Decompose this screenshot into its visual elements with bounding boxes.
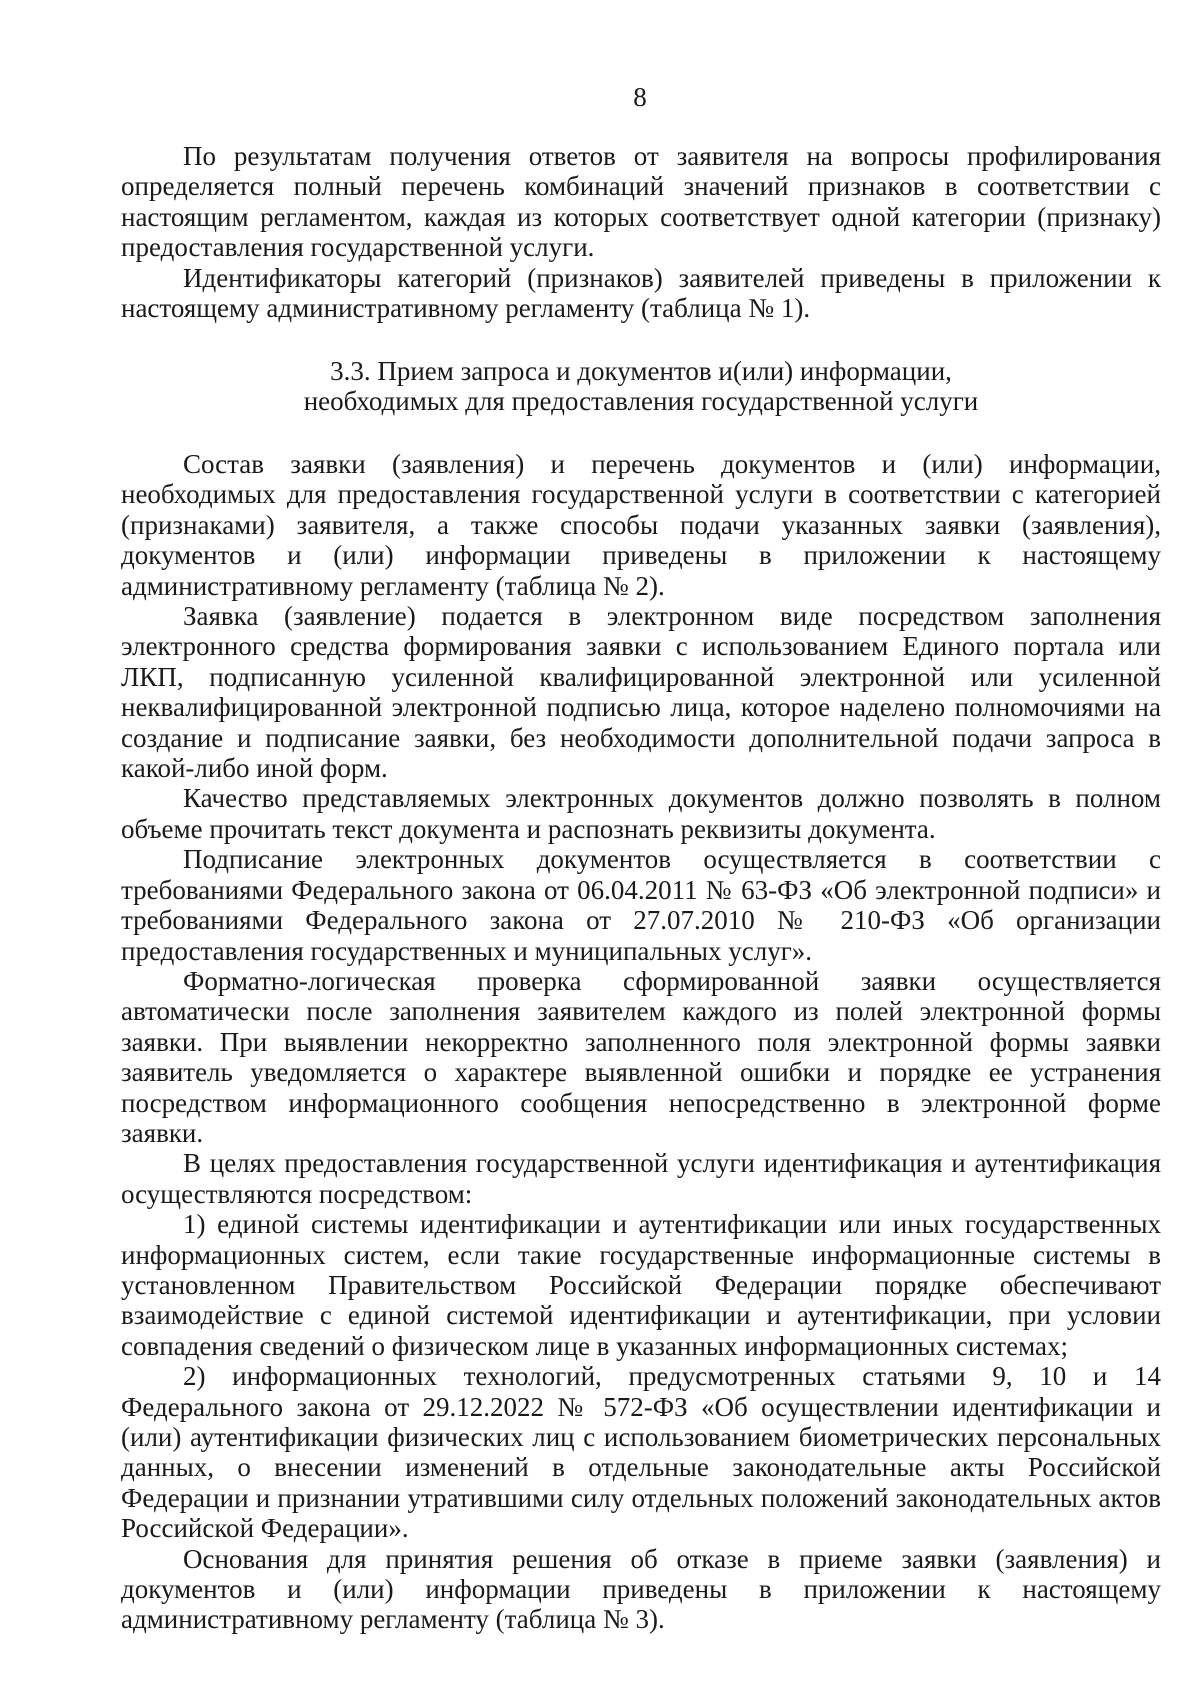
paragraph-electronic-submission: Заявка (заявление) подается в электронном виде посредством заполнения электронного средства формирования заявки с использованием Единого портала или ЛКП, подписанную усиленной квалифицированной электронной или усиленной неквалифицированной электронной подписью лица, которое наделено полномочиями на создание и подписание заявки, без необходимости дополнительной подачи запроса в какой-либо иной форм. bbox=[121, 601, 1161, 784]
paragraph-category-identifiers: Идентификаторы категорий (признаков) заявителей приведены в приложении к настоящему административному регламенту (таблица № 1). bbox=[121, 262, 1161, 324]
list-item-unified-system: 1) единой системы идентификации и аутентификации или иных государственных информационных систем, если такие государственные информационные системы в установленном Правительством Российской Федерации порядке обеспечивают взаимодействие с единой системой идентификации и аутентификации, при условии совпадения сведений о физическом лице в указанных информационных системах; bbox=[121, 1209, 1161, 1361]
section-heading bbox=[121, 356, 1161, 417]
main-text-block bbox=[121, 449, 1161, 1635]
paragraph-document-quality: Качество представляемых электронных документов должно позволять в полном объеме прочитать текст документа и распознать реквизиты документа. bbox=[121, 783, 1161, 844]
paragraph-profiling-results: По результатам получения ответов от заявителя на вопросы профилирования определяется полный перечень комбинаций значений признаков в соответствии с настоящим регламентом, каждая из которых соответствует одной категории (признаку) предоставления государственной услуги. bbox=[121, 141, 1161, 263]
paragraph-refusal-grounds: Основания для принятия решения об отказе в приеме заявки (заявления) и документов и (или) информации приведены в приложении к настоящему административному регламенту (таблица № 3). bbox=[121, 1543, 1161, 1635]
paragraph-document-signing: Подписание электронных документов осуществляется в соответствии с требованиями Федерального закона от 06.04.2011 № 63-ФЗ «Об электронной подписи» и требованиями Федерального закона от 27.07.2010 № 210-ФЗ «Об организации предоставления государственных и муниципальных услуг». bbox=[121, 844, 1161, 966]
list-item-information-technologies: 2) информационных технологий, предусмотренных статьями 9, 10 и 14 Федерального закона от 29.12.2022 № 572-ФЗ «Об осуществлении идентификации и (или) аутентификации физических лиц с использованием биометрических персональных данных, о внесении изменений в отдельные законодательные акты Российской Федерации и признании утратившими силу отдельных положений законодательных актов Российской Федерации». bbox=[121, 1361, 1161, 1544]
section-title-line-2: необходимых для предоставления государственной услуги bbox=[303, 386, 979, 417]
paragraph-format-logic-check: Форматно-логическая проверка сформированной заявки осуществляется автоматически после заполнения заявителем каждого из полей электронной формы заявки. При выявлении некорректно заполненного поля электронной формы заявки заявитель уведомляется о характере выявленной ошибки и порядке ее устранения посредством информационного сообщения непосредственно в электронной форме заявки. bbox=[121, 965, 1161, 1148]
page-number: 8 bbox=[633, 82, 647, 112]
section-title-line-1: 3.3. Прием запроса и документов и(или) информации, bbox=[330, 356, 952, 386]
intro-text-block bbox=[121, 141, 1161, 323]
paragraph-application-composition: Состав заявки (заявления) и перечень документов и (или) информации, необходимых для предоставления государственной услуги в соответствии с категорией (признаками) заявителя, а также способы подачи указанных заявки (заявления), документов и (или) информации приведены в приложении к настоящему административному регламенту (таблица № 2). bbox=[121, 449, 1161, 601]
paragraph-identification-means: В целях предоставления государственной услуги идентификация и аутентификация осуществляются посредством: bbox=[121, 1148, 1161, 1209]
